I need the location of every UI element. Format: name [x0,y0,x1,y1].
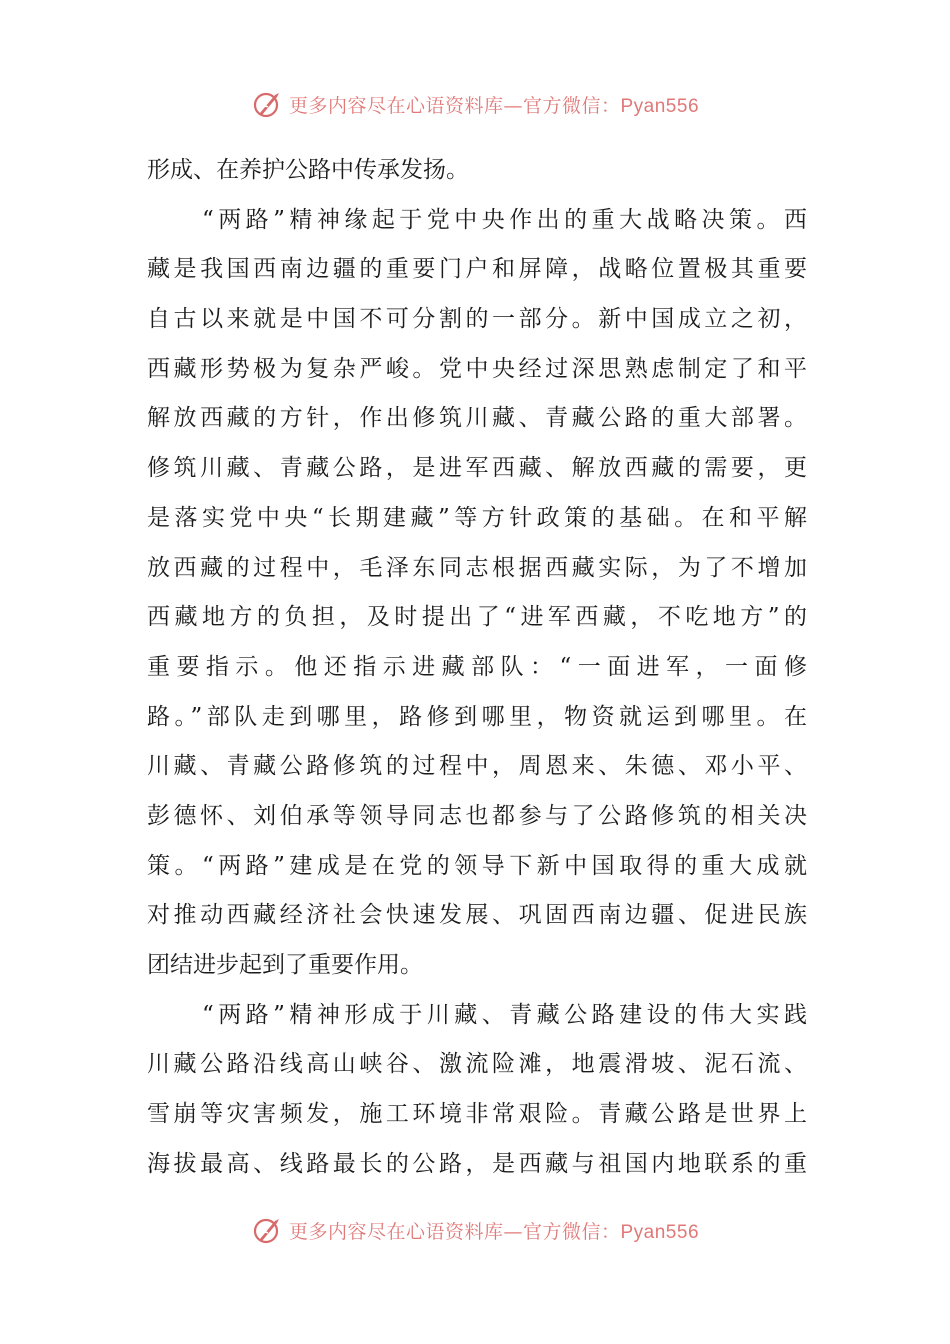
text-line: 海拔最高、线路最长的公路，是西藏与祖国内地联系的重 [147,1150,807,1177]
text-line: 策。“两路”建成是在党的领导下新中国取得的重大成就 [147,852,807,879]
text-line: 藏是我国西南边疆的重要门户和屏障，战略位置极其重要 [147,256,807,283]
footer-watermark [0,1210,950,1250]
text-line: 彭德怀、刘伯承等领导同志也都参与了公路修筑的相关决 [147,802,807,829]
text-line: 西藏形势极为复杂严峻。党中央经过深思熟虑制定了和平 [147,355,807,382]
pen-circle-logo-icon [251,87,285,121]
watermark-dash: — [503,1220,523,1243]
text-line: 西藏地方的负担，及时提出了“进军西藏，不吃地方”的 [147,604,807,631]
watermark-main-text: 更多内容尽在心语资料库 [288,1220,504,1243]
text-line: “两路”精神形成于川藏、青藏公路建设的伟大实践 [147,1001,807,1028]
text-line: 形成、在养护公路中传承发扬。 [147,157,469,183]
watermark-label: 官方微信： [522,94,621,117]
text-line: 路。”部队走到哪里，路修到哪里，物资就运到哪里。在 [147,703,807,730]
watermark-dash: — [503,94,523,117]
text-line: 是落实党中央“长期建藏”等方针政策的基础。在和平解 [147,504,807,531]
text-line: 修筑川藏、青藏公路，是进军西藏、解放西藏的需要，更 [147,455,807,482]
watermark-account: Pyan556 [620,1221,700,1243]
text-line: 对推动西藏经济社会快速发展、巩固西南边疆、促进民族 [147,902,807,929]
text-line: 团结进步起到了重要作用。 [147,952,423,978]
watermark-main-text: 更多内容尽在心语资料库 [288,94,504,117]
text-line: 放西藏的过程中，毛泽东同志根据西藏实际，为了不增加 [147,554,807,581]
text-line: 雪崩等灾害频发，施工环境非常艰险。青藏公路是世界上 [147,1101,807,1128]
text-line: 解放西藏的方针，作出修筑川藏、青藏公路的重大部署。 [147,405,807,432]
text-line: “两路”精神缘起于党中央作出的重大战略决策。西 [147,206,807,233]
text-line: 川藏、青藏公路修筑的过程中，周恩来、朱德、邓小平、 [147,753,807,780]
text-line: 自古以来就是中国不可分割的一部分。新中国成立之初， [147,306,807,333]
text-line: 重要指示。他还指示进藏部队：“一面进军，一面修 [147,653,807,680]
watermark-label: 官方微信： [522,1220,621,1243]
text-line: 川藏公路沿线高山峡谷、激流险滩，地震滑坡、泥石流、 [147,1051,807,1078]
watermark-account: Pyan556 [620,95,700,117]
body-text [147,146,807,1189]
pen-circle-logo-icon [251,1213,285,1247]
header-watermark [0,84,950,124]
